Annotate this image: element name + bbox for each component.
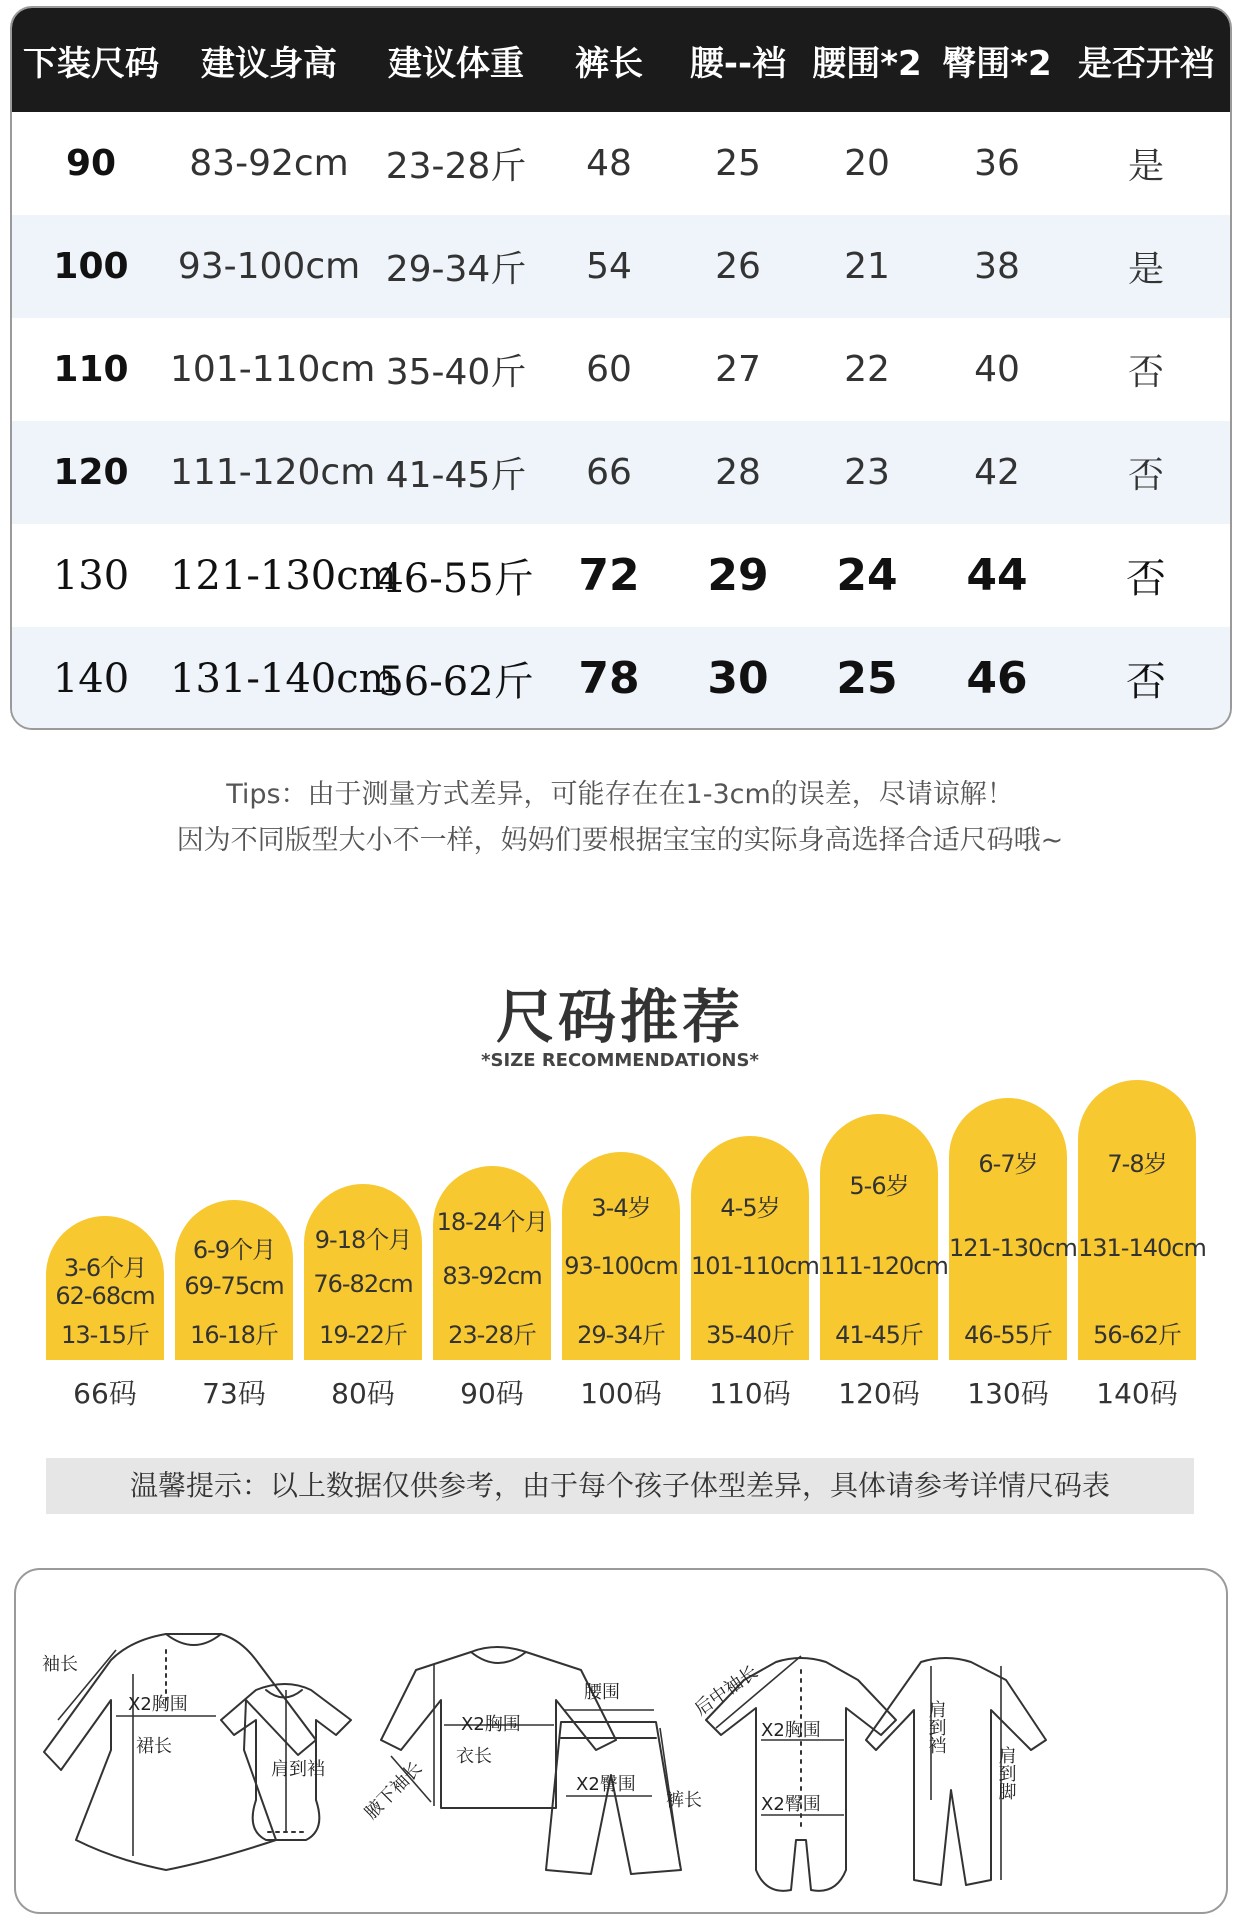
cell-size: 140 [52,655,130,702]
bar-age: 6-7岁 [978,1150,1038,1178]
bar-weight: 23-28斤 [448,1321,536,1349]
cell-hip: 46 [966,653,1028,704]
size-bar [949,1098,1077,1360]
bar-height: 111-120cm [820,1252,948,1280]
cell-height: 131-140cm [170,655,397,702]
cell-size: 130 [52,552,130,599]
bar-height: 121-130cm [949,1234,1077,1262]
cell-hip: 40 [974,349,1020,390]
bar-height: 83-92cm [442,1262,542,1290]
recommend-title: 尺码推荐 [495,983,744,1051]
label-waist: 腰围 [584,1682,620,1703]
measurement-diagram [14,1568,1228,1914]
cell-waist-crotch: 25 [715,143,761,184]
bar-height: 69-75cm [184,1272,284,1300]
cell-size: 110 [53,349,129,390]
label-chest-top: X2胸围 [461,1714,521,1735]
bar-weight: 16-18斤 [190,1321,278,1349]
cell-pants-length: 78 [578,653,640,704]
table-row [12,112,1230,215]
cell-size: 90 [65,143,117,184]
table-row [12,524,1230,627]
label-body-length: 衣长 [456,1746,492,1767]
cell-height: 93-100cm [177,246,361,287]
cell-hip: 38 [974,246,1020,287]
size-code: 130码 [967,1377,1049,1410]
cell-waist: 21 [844,246,890,287]
cell-open-crotch: 否 [1126,556,1166,602]
table-header [12,8,1230,112]
cell-waist: 23 [844,452,890,493]
header-waist-crotch: 腰--裆 [689,43,787,84]
bar-weight: 46-55斤 [964,1321,1052,1349]
bar-age: 3-4岁 [591,1194,651,1222]
cell-open-crotch: 否 [1127,455,1164,496]
cell-pants-length: 72 [578,550,640,601]
bar-age: 9-18个月 [314,1226,412,1254]
cell-pants-length: 66 [586,452,632,493]
cell-size: 120 [53,452,129,493]
table-row [12,421,1230,524]
cell-pants-length: 48 [586,143,632,184]
header-hip: 臀围*2 [942,43,1052,84]
romper-back-illustration [866,1658,1046,1885]
label-chest-dress: X2胸围 [128,1694,188,1715]
header-size: 下装尺码 [23,43,159,84]
cell-height: 101-110cm [170,349,376,390]
size-code: 73码 [202,1377,266,1410]
cell-height: 111-120cm [170,452,376,493]
cell-pants-length: 60 [586,349,632,390]
label-chest-romper: X2胸围 [761,1720,821,1741]
bar-weight: 13-15斤 [61,1321,149,1349]
header-open-crotch: 是否开裆 [1078,43,1214,84]
bar-weight: 41-45斤 [835,1321,923,1349]
bar-age: 18-24个月 [436,1208,548,1236]
header-height: 建议身高 [201,43,337,84]
bar-weight: 56-62斤 [1093,1321,1181,1349]
size-bar [433,1166,551,1360]
label-shoulder-foot: 肩到脚 [995,1746,1017,1800]
cell-weight: 46-55斤 [378,556,534,602]
garment-illustrations [16,1570,1226,1912]
size-code: 100码 [580,1377,662,1410]
size-bar [46,1216,164,1360]
cell-waist: 25 [836,653,898,704]
bar-weight: 35-40斤 [706,1321,794,1349]
cell-waist-crotch: 29 [707,550,769,601]
cell-waist: 22 [844,349,890,390]
label-back-sleeve: 后中袖长 [690,1661,762,1721]
bar-weight: 19-22斤 [319,1321,407,1349]
dress-illustration [44,1634,316,1870]
cell-open-crotch: 否 [1127,352,1164,393]
bar-age: 3-6个月 [63,1254,147,1282]
cell-hip: 42 [974,452,1020,493]
label-sleeve: 袖长 [42,1654,78,1675]
size-code: 110码 [709,1377,791,1410]
cell-weight: 29-34斤 [385,249,527,290]
size-bar [1078,1080,1206,1360]
cell-hip: 36 [974,143,1020,184]
tips-line-1: Tips：由于测量方式差异，可能存在在1-3cm的误差，尽请谅解！ [226,779,1014,810]
recommend-subtitle: *SIZE RECOMMENDATIONS* [481,1050,759,1071]
label-shoulder-crotch-2: 肩到裆 [925,1700,947,1754]
header-weight: 建议体重 [388,43,524,84]
label-skirt-length: 裙长 [136,1736,172,1757]
cell-size: 100 [53,246,129,287]
bar-age: 6-9个月 [192,1236,276,1264]
cell-weight: 35-40斤 [385,352,527,393]
cell-open-crotch: 是 [1127,146,1164,187]
size-bar [820,1114,948,1360]
cell-hip: 44 [966,550,1028,601]
size-code: 140码 [1096,1377,1178,1410]
cell-open-crotch: 否 [1126,659,1166,705]
cell-open-crotch: 是 [1127,249,1164,290]
cell-height: 121-130cm [170,552,397,599]
cell-waist-crotch: 27 [715,349,761,390]
bar-height: 93-100cm [564,1252,678,1280]
table-row [12,318,1230,421]
header-pants-length: 裤长 [575,43,643,84]
size-code: 80码 [331,1377,395,1410]
bar-height: 101-110cm [691,1252,819,1280]
table-row [12,627,1230,730]
header-waist: 腰围*2 [812,43,922,84]
cell-waist-crotch: 28 [715,452,761,493]
bar-height: 131-140cm [1078,1234,1206,1262]
cell-weight: 56-62斤 [378,659,534,705]
bar-age: 4-5岁 [720,1194,780,1222]
cell-weight: 23-28斤 [385,146,527,187]
label-hip-romper: X2臀围 [761,1794,821,1815]
bar-age: 7-8岁 [1107,1150,1167,1178]
bar-height: 76-82cm [313,1270,413,1298]
size-code: 90码 [460,1377,524,1410]
size-code: 120码 [838,1377,920,1410]
size-table [10,6,1232,730]
cell-height: 83-92cm [189,143,349,184]
cell-weight: 41-45斤 [385,455,527,496]
cell-waist: 24 [836,550,898,601]
label-hip: X2臀围 [576,1774,636,1795]
label-shoulder-crotch: 肩到裆 [271,1759,325,1780]
table-row [12,215,1230,318]
size-code: 66码 [73,1377,137,1410]
tips-line-2: 因为不同版型大小不一样，妈妈们要根据宝宝的实际身高选择合适尺码哦~ [176,825,1064,856]
shorts-illustration [546,1722,681,1874]
label-underarm-sleeve: 腋下袖长 [360,1757,427,1824]
bar-height: 62-68cm [55,1282,155,1310]
bar-weight: 29-34斤 [577,1321,665,1349]
size-bar [691,1136,819,1360]
size-bar [562,1152,680,1360]
size-bar [175,1200,293,1360]
cell-pants-length: 54 [586,246,632,287]
cell-waist-crotch: 26 [715,246,761,287]
cell-waist: 20 [844,143,890,184]
cell-waist-crotch: 30 [707,653,769,704]
bar-age: 5-6岁 [849,1172,909,1200]
label-pants-length: 裤长 [666,1790,702,1811]
notice-banner: 温馨提示：以上数据仅供参考，由于每个孩子体型差异，具体请参考详情尺码表 [46,1458,1194,1514]
size-bar [304,1184,422,1360]
